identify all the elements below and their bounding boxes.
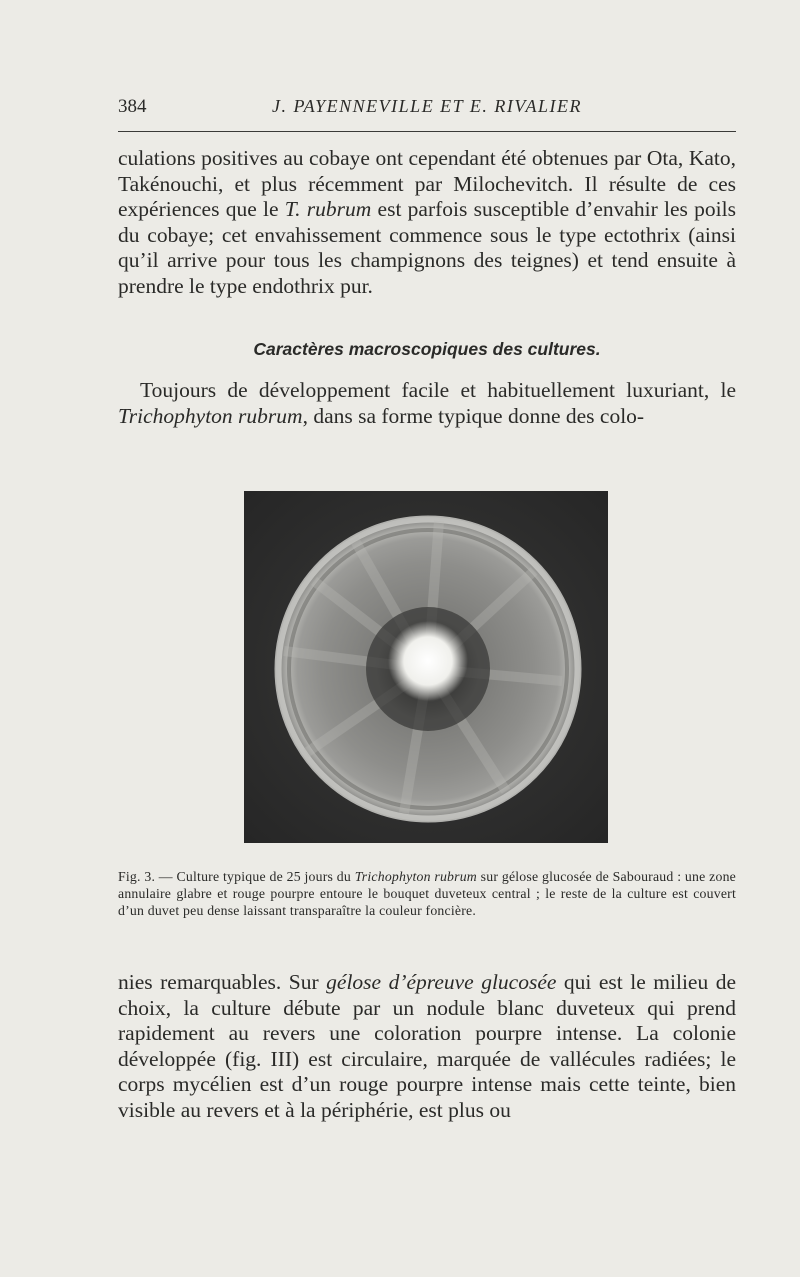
petri-dish-culture-image — [244, 491, 608, 843]
paragraph-2-text-a: Toujours de développement facile et habituellement luxuriant, le — [140, 378, 736, 402]
paragraph-1-italic: T. rubrum — [284, 197, 372, 222]
caption-label: Fig. 3. — [118, 869, 156, 884]
paragraph-3-text-b: qui est le milieu de choix, la culture débute par un nodule blanc duveteux qui prend rapidement au revers une coloration pourpre intense. La colonie développée (fig. III) est circulaire, marquée de vallécules radiées; le corps mycélien est d’un rouge pourpre intense mais cette teinte, bien visible au revers et à la périphérie, est plus ou — [118, 970, 736, 1122]
caption-text-a: — Culture typique de 25 jours du — [155, 869, 355, 884]
culture-photograph — [244, 491, 608, 843]
paragraph-2-italic: Trichophyton rubrum — [118, 403, 303, 428]
paragraph-3-italic: gélose d’épreuve glucosée — [326, 970, 557, 994]
paragraph-1 — [118, 146, 736, 300]
section-heading: Caractères macroscopiques des cultures. — [253, 339, 601, 359]
header-rule — [118, 131, 736, 132]
paragraph-2 — [118, 378, 736, 429]
caption-text-b: sur gélose glucosée de Sabouraud : une zone annulaire glabre et rouge pourpre entoure le bouquet duveteux central ; le reste de la culture est couvert d’un duvet peu dense laissant transparaître la couleur foncière. — [118, 869, 736, 919]
running-head — [118, 96, 736, 122]
paragraph-1-text-b: est parfois susceptible d’envahir les poils du cobaye; cet envahissement commence sous le type ectothrix (ainsi qu’il arrive pour tous les champignons des teignes) et tend ensuite à prendre le type endothrix pur. — [118, 197, 736, 298]
paragraph-3 — [118, 970, 736, 1124]
figure-caption — [118, 868, 736, 920]
caption-italic: Trichophyton rubrum — [354, 869, 477, 884]
running-title: J. PAYENNEVILLE ET E. RIVALIER — [272, 96, 582, 116]
page-number: 384 — [118, 96, 147, 117]
paragraph-2-text-b: , dans sa forme typique donne des colo- — [302, 403, 645, 428]
central-tuft — [388, 621, 468, 701]
paragraph-3-text-a: nies remarquables. Sur — [118, 970, 327, 994]
paragraph-1-text-a: culations positives au cobaye ont cependant été obtenues par Ota, Kato, Takénouchi, et plus récemment par Milochevitch. Il résulte de ces expériences que le — [118, 146, 736, 222]
